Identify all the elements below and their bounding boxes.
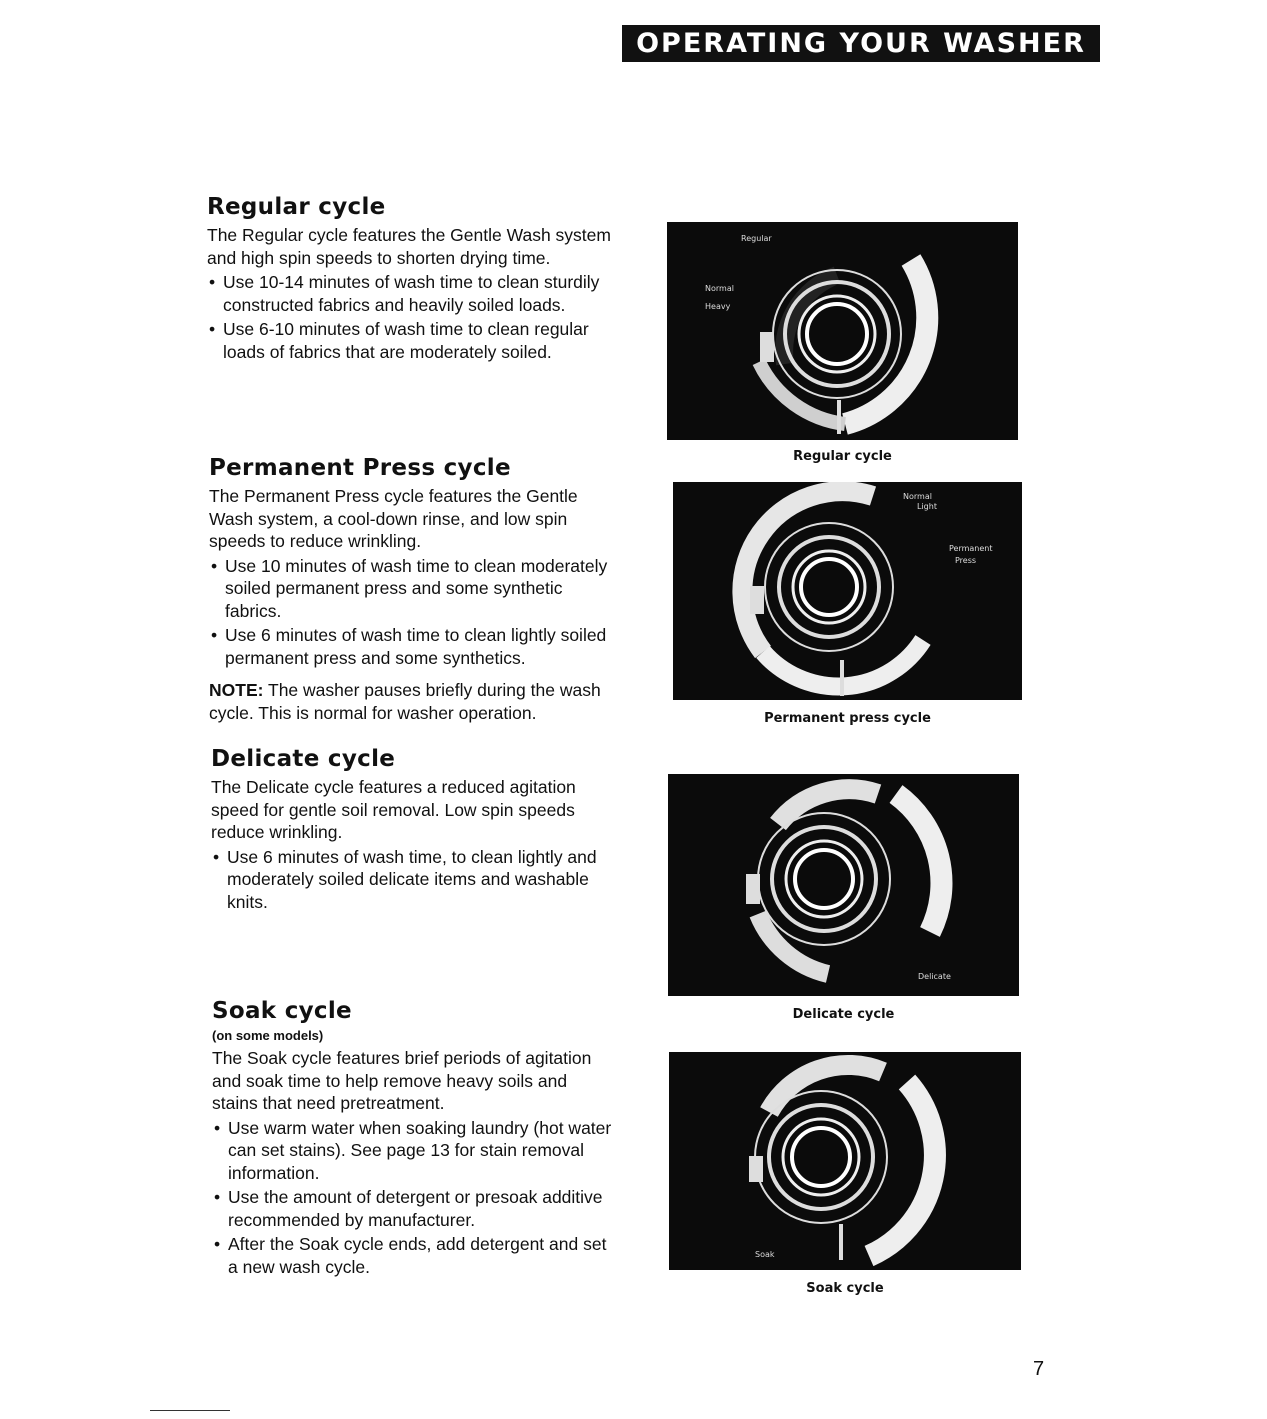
delicate-cycle-intro: The Delicate cycle features a reduced agitation speed for gentle soil removal. Low spin speeds reduce wrinkling.	[211, 777, 576, 842]
page-number: 7	[1033, 1358, 1045, 1380]
list-item: • Use the amount of detergent or presoak additive recommended by manufacturer.	[212, 1186, 617, 1231]
soak-cycle-intro: The Soak cycle features brief periods of agitation and soak time to help remove heavy soils and stains that need pretreatment.	[212, 1048, 592, 1113]
permanent-press-caption: Permanent press cycle	[764, 711, 931, 726]
delicate-cycle-caption: Delicate cycle	[792, 1007, 895, 1022]
permanent-press-title: Permanent Press cycle	[209, 455, 511, 481]
soak-cycle-title: Soak cycle	[212, 998, 352, 1024]
dial-label: Light	[917, 502, 937, 511]
dial-label: Delicate	[918, 972, 951, 981]
delicate-cycle-section	[211, 746, 616, 915]
permanent-press-intro: The Permanent Press cycle features the Gentle Wash system, a cool-down rinse, and low spin speeds to reduce wrinkling.	[209, 486, 578, 551]
regular-dial-icon	[667, 222, 1018, 440]
dial-label: Normal	[705, 284, 734, 293]
delicate-cycle-dial-image	[668, 774, 1019, 996]
footer-rule	[150, 1410, 230, 1411]
note-label: NOTE:	[209, 680, 264, 700]
regular-cycle-dial-image	[667, 222, 1018, 440]
delicate-cycle-bullets	[211, 846, 616, 914]
permanent-press-bullets	[209, 555, 614, 670]
list-item: • Use 6 minutes of wash time to clean lightly soiled permanent press and some synthetics.	[209, 624, 614, 669]
note-text: The washer pauses briefly during the wash cycle. This is normal for washer operation.	[209, 680, 601, 723]
dial-label: Press	[955, 556, 977, 565]
list-item: • Use 6-10 minutes of wash time to clean regular loads of fabrics that are moderately soiled.	[207, 318, 612, 363]
list-item: • Use 6 minutes of wash time, to clean lightly and moderately soiled delicate items and washable knits.	[211, 846, 616, 914]
delicate-cycle-title: Delicate cycle	[211, 746, 396, 772]
regular-cycle-caption: Regular cycle	[793, 449, 892, 464]
dial-label: Regular	[741, 234, 772, 243]
dial-label: Normal	[903, 492, 932, 501]
soak-cycle-caption: Soak cycle	[806, 1281, 884, 1296]
regular-cycle-section	[207, 194, 612, 365]
list-item: • After the Soak cycle ends, add detergent and set a new wash cycle.	[212, 1233, 617, 1278]
regular-cycle-title: Regular cycle	[207, 194, 386, 220]
dial-label: Permanent	[949, 544, 993, 553]
list-item: • Use warm water when soaking laundry (hot water can set stains). See page 13 for stain removal information.	[212, 1117, 617, 1185]
soak-cycle-section	[212, 998, 617, 1280]
delicate-dial-icon	[668, 774, 1019, 996]
soak-cycle-dial-image	[669, 1052, 1021, 1270]
washer-note	[209, 679, 614, 724]
permanent-press-dial-image	[673, 482, 1022, 700]
soak-cycle-subtitle: (on some models)	[212, 1028, 324, 1043]
dial-label: Soak	[755, 1250, 775, 1259]
page-header-banner: OPERATING YOUR WASHER	[622, 25, 1100, 62]
soak-dial-icon	[669, 1052, 1021, 1270]
permanent-press-section	[209, 455, 614, 724]
dial-label: Heavy	[705, 302, 731, 311]
list-item: • Use 10 minutes of wash time to clean moderately soiled permanent press and some synthetic fabrics.	[209, 555, 614, 623]
soak-cycle-bullets	[212, 1117, 617, 1279]
list-item: • Use 10-14 minutes of wash time to clean sturdily constructed fabrics and heavily soiled loads.	[207, 271, 612, 316]
regular-cycle-intro: The Regular cycle features the Gentle Wash system and high spin speeds to shorten drying time.	[207, 225, 611, 268]
permanent-press-dial-icon	[673, 482, 1022, 700]
regular-cycle-bullets	[207, 271, 612, 363]
